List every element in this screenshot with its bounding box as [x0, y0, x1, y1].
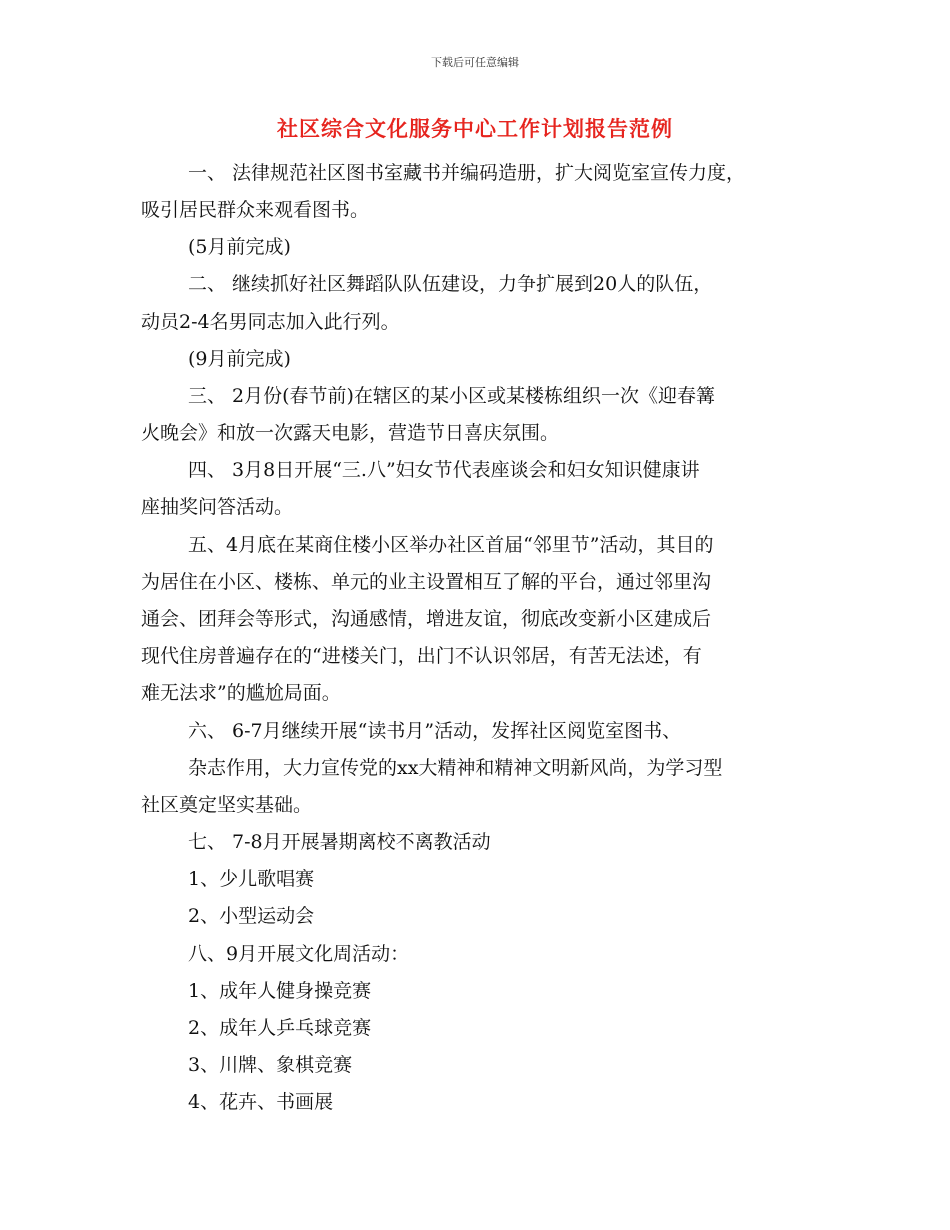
body-line: 动员2-4名男同志加入此行列。 — [141, 311, 400, 333]
body-line: 三、 2月份(春节前)在辖区的某小区或某楼栋组织一次《迎春篝 — [188, 385, 715, 407]
body-line: 二、 继续抓好社区舞蹈队队伍建设，力争扩展到20人的队伍， — [188, 273, 713, 295]
body-line: 1、少儿歌唱赛 — [188, 868, 315, 890]
body-line: 现代住房普遍存在的“进楼关门，出门不认识邻居，有苦无法述，有 — [141, 645, 702, 667]
body-line: 八、9月开展文化周活动： — [188, 943, 410, 965]
header-note: 下载后可任意编辑 — [431, 56, 519, 69]
body-line: (9月前完成) — [188, 348, 291, 370]
body-line: 六、 6-7月继续开展“读书月”活动，发挥社区阅览室图书、 — [188, 720, 682, 742]
body-line: 3、川牌、象棋竞赛 — [188, 1054, 353, 1076]
body-line: 五、4月底在某商住楼小区举办社区首届“邻里节”活动，其目的 — [188, 534, 714, 556]
body-line: 一、 法律规范社区图书室藏书并编码造册，扩大阅览室宣传力度， — [188, 162, 746, 184]
body-line: 4、花卉、书画展 — [188, 1091, 334, 1113]
document-title: 社区综合文化服务中心工作计划报告范例 — [277, 116, 673, 141]
body-line: 吸引居民群众来观看图书。 — [141, 199, 370, 221]
body-line: 难无法求”的尴尬局面。 — [141, 682, 341, 704]
body-line: 1、成年人健身操竞赛 — [188, 980, 372, 1002]
body-line: 2、成年人乒乓球竞赛 — [188, 1017, 372, 1039]
body-line: 2、小型运动会 — [188, 905, 315, 927]
body-line: 七、 7-8月开展暑期离校不离教活动 — [188, 831, 491, 853]
body-line: 火晚会》和放一次露天电影，营造节日喜庆氛围。 — [141, 422, 560, 444]
body-line: 杂志作用，大力宣传党的xx大精神和精神文明新风尚，为学习型 — [188, 757, 723, 779]
body-line: 座抽奖问答活动。 — [141, 496, 294, 518]
body-line: (5月前完成) — [188, 236, 291, 258]
body-line: 为居住在小区、楼栋、单元的业主设置相互了解的平台，通过邻里沟 — [141, 571, 712, 593]
body-line: 社区奠定坚实基础。 — [141, 794, 313, 816]
body-line: 通会、团拜会等形式，沟通感情，增进友谊，彻底改变新小区建成后 — [141, 608, 712, 630]
body-line: 四、 3月8日开展“三.八”妇女节代表座谈会和妇女知识健康讲 — [188, 459, 700, 481]
